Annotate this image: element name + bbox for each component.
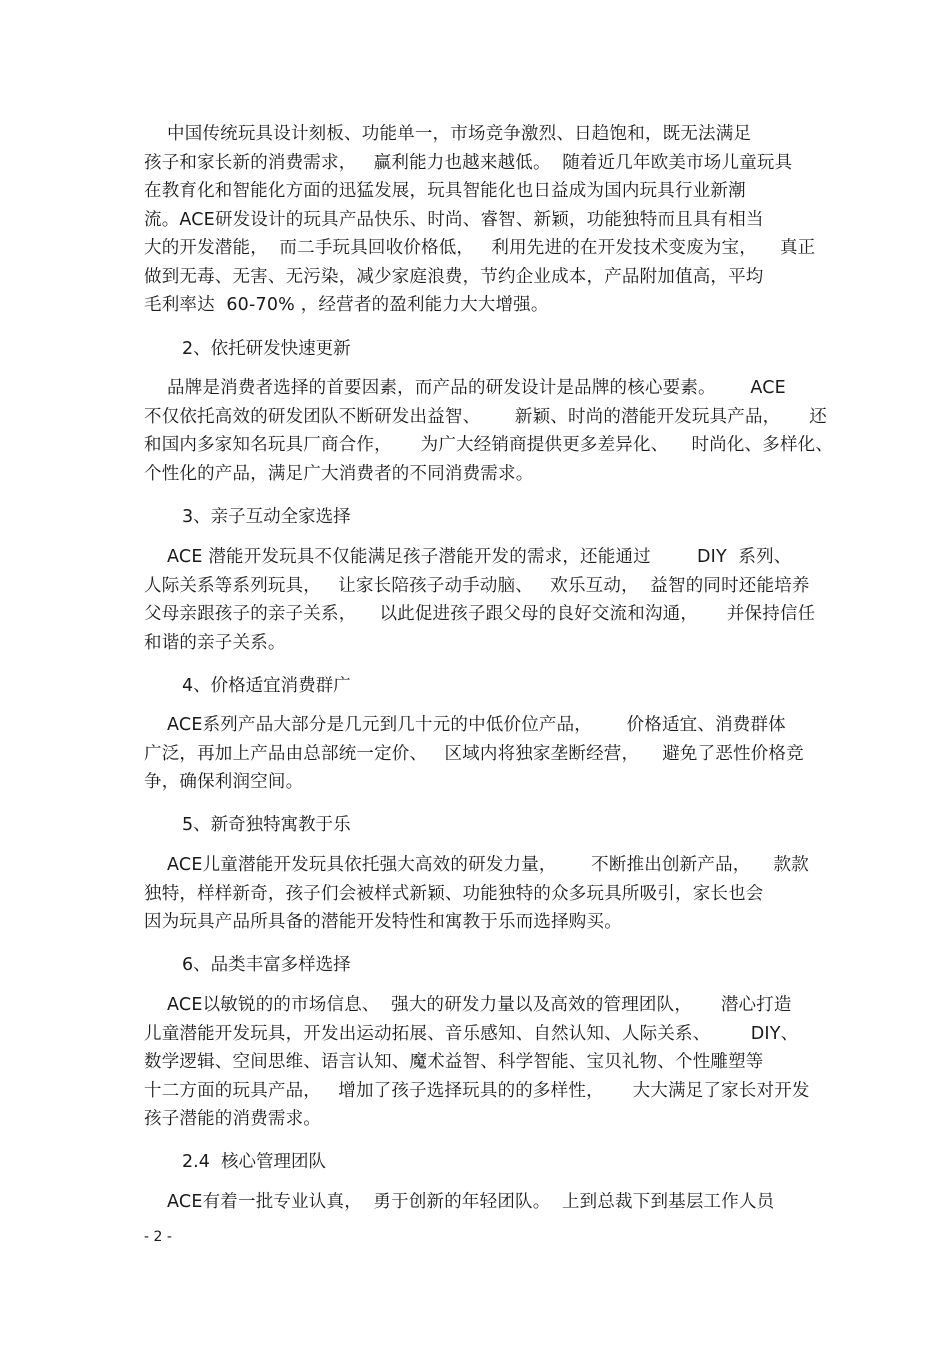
paragraph-research (144, 374, 834, 488)
text-line: 大的开发潜能， 而二手玩具回收价格低， 利用先进的在开发技术变废为宝， 真正 (144, 238, 816, 258)
section-heading: 3、亲子互动全家选择 (182, 507, 351, 527)
text-line: 不仅依托高效的研发团队不断研发出益智、 新颖、时尚的潜能开发玩具产品， 还 (144, 406, 827, 427)
text-line: 个性化的产品，满足广大消费者的不同消费需求。 (144, 463, 534, 484)
text-line: 广泛，再加上产品由总部统一定价、 区域内将独家垄断经营， 避免了恶性价格竞 (144, 743, 804, 764)
text-line: 争，确保利润空间。 (144, 772, 304, 792)
text-line: 流。ACE研发设计的玩具产品快乐、时尚、睿智、新颖，功能独特而且具有相当 (144, 209, 764, 230)
paragraph-categories (144, 991, 809, 1134)
text-line: 品牌是消费者选择的首要因素，而产品的研发设计是品牌的核心要素。 ACE (144, 378, 786, 398)
text-line: 和国内多家知名玩具厂商合作， 为广大经销商提供更多差异化、 时尚化、多样化、 (144, 435, 834, 455)
paragraph-intro (144, 120, 816, 320)
text-line: 十二方面的玩具产品， 增加了孩子选择玩具的的多样性， 大大满足了家长对开发 (144, 1080, 810, 1101)
paragraph-family (144, 543, 816, 657)
section-heading: 4、价格适宜消费群广 (182, 676, 351, 696)
text-line: 毛利率达 60-70% ，经营者的盈利能力大大增强。 (144, 295, 549, 315)
text-line: 父母亲跟孩子的亲子关系， 以此促进孩子跟父母的良好交流和沟通， 并保持信任 (144, 604, 816, 624)
paragraph-team (144, 1188, 809, 1217)
text-line: ACE有着一批专业认真， 勇于创新的年轻团队。 上到总裁下到基层工作人员 (144, 1192, 775, 1212)
text-line: ACE 潜能开发玩具不仅能满足孩子潜能开发的需求，还能通过 DIY 系列、 (144, 547, 792, 567)
section-heading: 6、品类丰富多样选择 (182, 955, 351, 975)
text-line: 儿童潜能开发玩具，开发出运动拓展、音乐感知、自然认知、人际关系、 DIY、 (144, 1023, 799, 1044)
paragraph-novelty (144, 851, 809, 937)
text-line: 人际关系等系列玩具， 让家长陪孩子动手动脑、 欢乐互动， 益智的同时还能培养 (144, 575, 810, 596)
section-heading: 5、新奇独特寓教于乐 (182, 815, 351, 835)
text-line: ACE以敏锐的的市场信息、 强大的研发力量以及高效的管理团队， 潜心打造 (144, 995, 792, 1015)
text-line: 中国传统玩具设计刻板、功能单一，市场竞争激烈、日趋饱和，既无法满足 (144, 124, 752, 144)
paragraph-price (144, 711, 809, 797)
text-line: 独特，样样新奇，孩子们会被样式新颖、功能独特的众多玩具所吸引，家长也会 (144, 883, 764, 904)
text-line: 孩子和家长新的消费需求， 赢利能力也越来越低。 随着近几年欧美市场儿童玩具 (144, 152, 793, 173)
text-line: 和谐的亲子关系。 (144, 632, 286, 653)
page-number: - 2 - (144, 1229, 172, 1245)
text-line: 孩子潜能的消费需求。 (144, 1109, 321, 1129)
text-line: 做到无毒、无害、无污染，减少家庭浪费，节约企业成本，产品附加值高，平均 (144, 266, 764, 287)
section-heading: 2、依托研发快速更新 (182, 339, 351, 359)
text-line: ACE系列产品大部分是几元到几十元的中低价位产品， 价格适宜、消费群体 (144, 715, 786, 735)
text-line: ACE儿童潜能开发玩具依托强大高效的研发力量， 不断推出创新产品， 款款 (144, 855, 809, 875)
text-line: 数学逻辑、空间思维、语言认知、魔术益智、科学智能、宝贝礼物、个性雕塑等 (144, 1052, 764, 1072)
text-line: 因为玩具产品所具备的潜能开发特性和寓教于乐而选择购买。 (144, 912, 622, 932)
text-line: 在教育化和智能化方面的迅猛发展，玩具智能化也日益成为国内玩具行业新潮 (144, 181, 746, 201)
section-heading: 2.4 核心管理团队 (182, 1152, 326, 1172)
